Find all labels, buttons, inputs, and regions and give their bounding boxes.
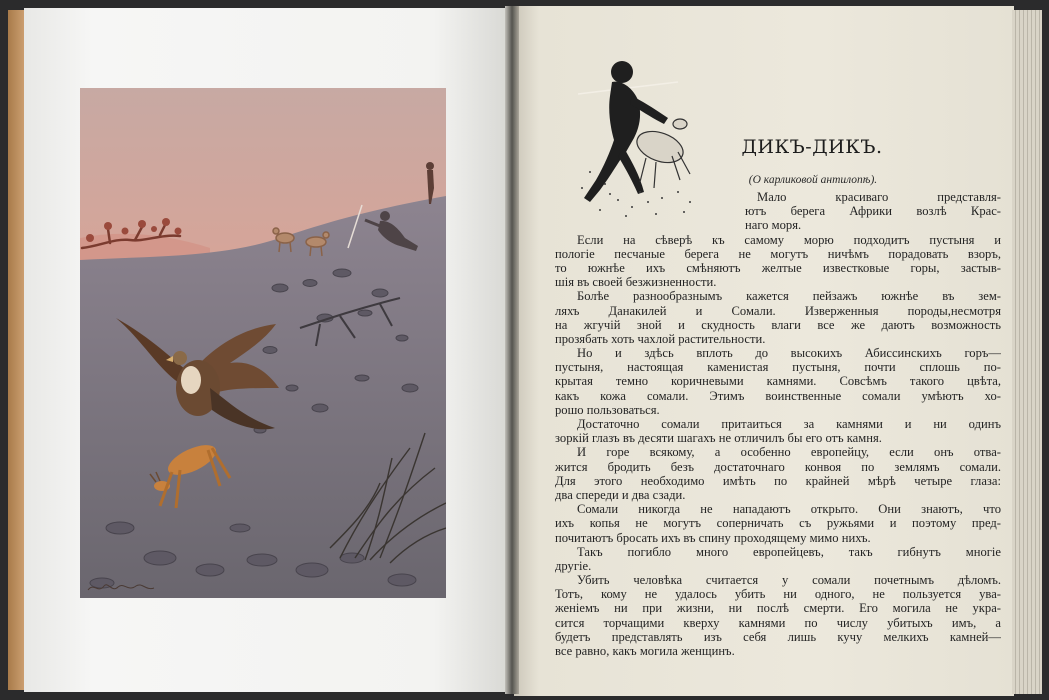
paragraph (555, 545, 1001, 573)
text-line: Мало красиваго представля- (757, 190, 1001, 204)
text-line: другіе. (555, 558, 592, 573)
text-line: наго моря. (745, 218, 802, 233)
paragraph (555, 417, 1001, 445)
antelope-sketch (633, 119, 690, 188)
text-line: шія въ своей безжизненности. (555, 275, 717, 290)
text-line: Такъ погибло много европейцевъ, такъ гибнутъ многіе (577, 544, 1001, 559)
text-line: Убить человѣка считается у сомали почетнымъ дѣломъ. (577, 573, 1001, 588)
text-line: ихъ копья не могутъ соперничать съ ружьями и поэтому пред- (555, 516, 1001, 531)
page-subtitle: (О карликовой антилопѣ). (748, 174, 878, 186)
text-line: пустыня, настоящая каменистая пустыня, почти сплошь по- (555, 360, 1001, 375)
text-line: Сомали никогда не нападаютъ открыто. Они знаютъ, что (577, 502, 1001, 517)
text-line: сится торчащими кверху камнями по числу убитыхъ имъ, а (555, 615, 1001, 630)
text-line: женіемъ ни при жизни, ни послѣ смерти. Его могила не укра- (555, 601, 1001, 616)
text-line: Для этого необходимо имѣть по крайней мѣрѣ четыре глаза: (555, 473, 1001, 488)
text-line: жится бродить безъ достаточнаго конвоя по землямъ сомали. (555, 459, 1001, 474)
text-line: какъ кожа сомали. Этимъ воинственные сомали умѣютъ хо- (555, 388, 1001, 403)
intro-paragraph (745, 190, 1001, 233)
text-block (555, 190, 1001, 658)
text-line: Болѣе разнообразнымъ кажется пейзажъ южнѣе въ зем- (577, 289, 1001, 304)
paragraph (555, 289, 1001, 346)
page-edges (1012, 10, 1042, 694)
illustration (80, 88, 446, 598)
paragraph (555, 502, 1001, 545)
text-line: крытая темно коричневыми камнями. Совсѣмъ такого цвѣта, (555, 374, 1001, 389)
page-title: ДИКЪ-ДИКЪ. (741, 136, 883, 158)
text-line: все равно, какъ могила женщинъ. (555, 644, 735, 658)
text-line: рошо пользоваться. (555, 402, 660, 417)
text-line: будетъ представлять изъ себя лишь кучу мелкихъ камней— (555, 629, 1001, 644)
paragraph (555, 233, 1001, 290)
text-line: два спереди и два сзади. (555, 487, 686, 502)
paragraph (555, 573, 1001, 658)
text-line: прозябать хоть чахлой растительности. (555, 331, 766, 346)
text-line: почитаютъ бросать ихъ въ спину проходящему мимо нихъ. (555, 530, 871, 545)
text-line: Достаточно сомали притаиться за камнями и ни одинъ (577, 417, 1001, 431)
text-line: ляхъ Данакилей и Сомали. Изверженныя породы,несмотря (555, 303, 1001, 318)
text-line: на жгучій зной и скудность влаги все же даютъ возможность (555, 317, 1001, 332)
text-line: Тотъ, кому не удалось убить ни одного, не пользуется ува- (555, 587, 1001, 602)
book-gutter (505, 6, 519, 694)
text-line: зоркій глазъ въ десяти шагахъ не отличилъ бы его отъ камня. (555, 431, 882, 446)
text-line: Если на сѣверѣ къ самому морю подходитъ пустыня и (577, 232, 1001, 247)
paragraph (555, 445, 1001, 502)
text-line: то южнѣе ихъ смѣняютъ желтые известковые горы, застыв- (555, 260, 1001, 275)
text-line: Но и здѣсь вплоть до высокихъ Абиссинскихъ горъ— (577, 346, 1001, 361)
text-line: И горе всякому, а особенно европейцу, если онъ отва- (577, 445, 1001, 460)
text-line: пологіе песчаные берега не могутъ ничѣмъ порадовать взоръ, (555, 246, 1001, 261)
paragraph (555, 346, 1001, 417)
text-line: ютъ берега Африки возлѣ Крас- (745, 204, 1001, 219)
